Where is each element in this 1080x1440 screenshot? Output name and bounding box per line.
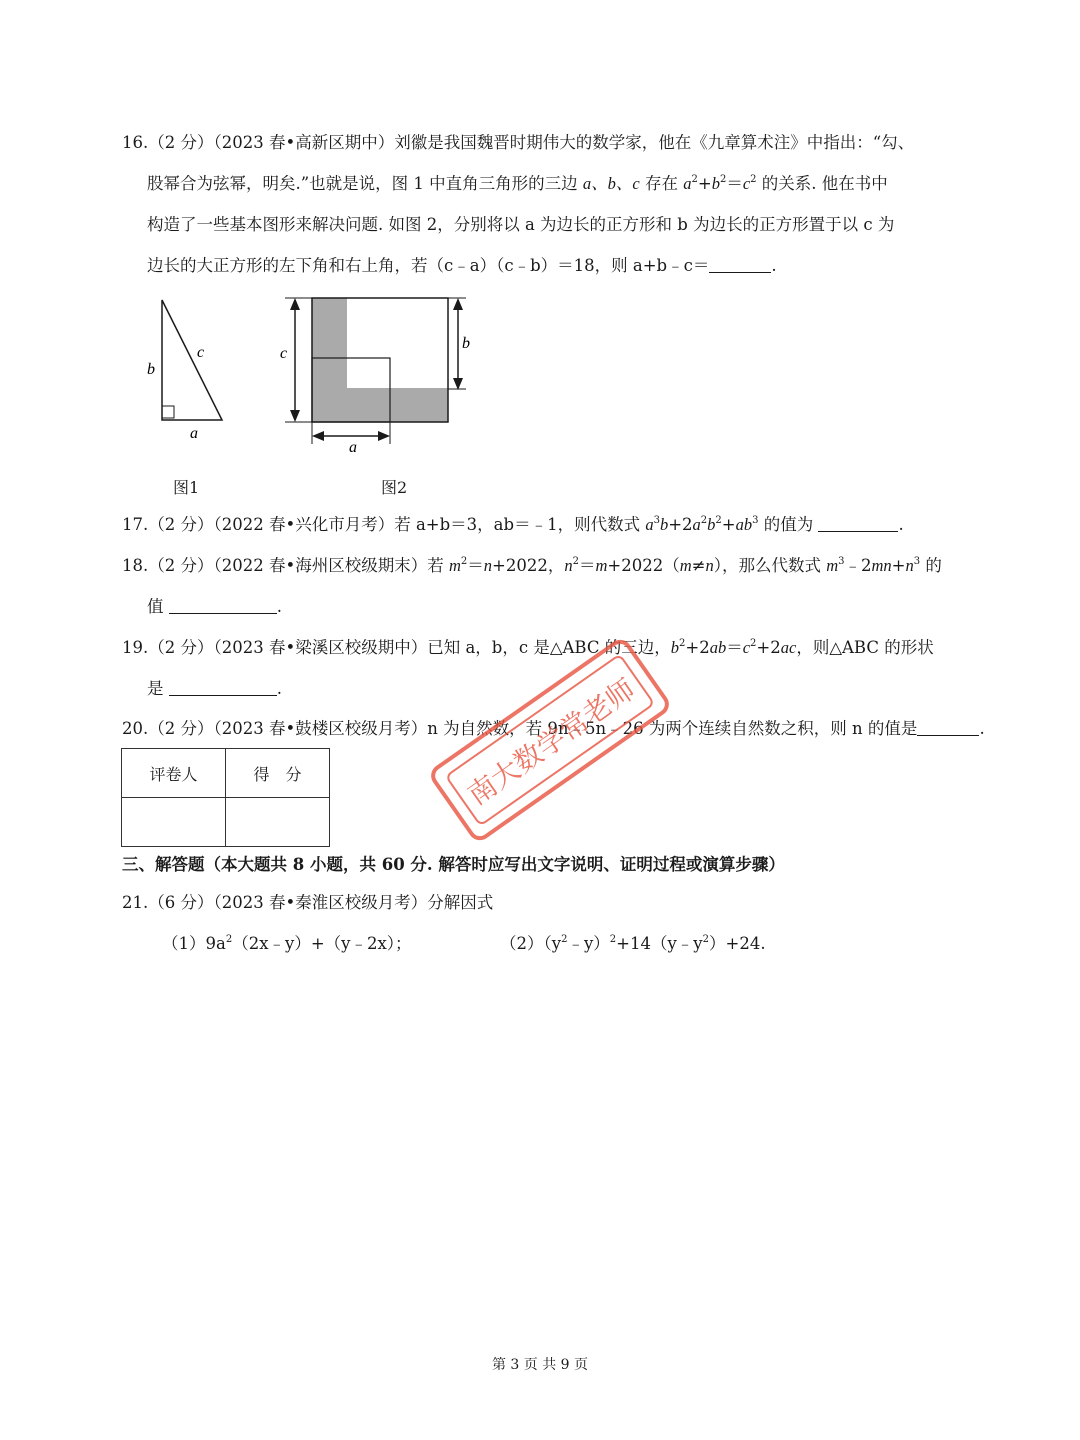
q19-line2: 是 .: [147, 679, 282, 698]
q16-line4: 边长的大正方形的左下角和右上角，若（c﹣a）（c﹣b）＝18，则 a+b﹣c＝ .: [147, 256, 777, 275]
stamp-text: 南大数学常老师: [461, 672, 642, 812]
answer-blank: [709, 257, 771, 273]
figure-2-caption: 图2: [381, 478, 408, 497]
page-footer: 第 3 页 共 9 页: [491, 1357, 589, 1373]
q21-part1: $(1)9a^2(2x﹣y)+(y﹣2x)$；: [162, 934, 412, 953]
q16-line1: 16.（2 分）（2023 春•高新区期中）刘徽是我国魏晋时期伟大的数学家，他在《九章算术注》中指出：“勾、: [122, 133, 915, 152]
q21-title: 21.（6 分）（2023 春•秦淮区校级月考）分解因式: [122, 893, 494, 912]
score-table-grader-cell[interactable]: [122, 798, 226, 847]
q19-line1: 19.（2 分）（2023 春•梁溪区校级期中）已知 a，b，c 是△ABC 的三边，$b^2+2ab=c^2+2ac$，则△ABC 的形状: [122, 638, 934, 657]
q16-line3: 构造了一些基本图形来解决问题. 如图 2，分别将以 a 为边长的正方形和 b 为边长的正方形置于以 c 为: [147, 215, 895, 234]
fig2-label-c: c: [280, 345, 288, 362]
score-table-score-cell[interactable]: [226, 798, 330, 847]
q18-line2: 值 .: [147, 597, 282, 616]
q20-line: 20.（2 分）（2023 春•鼓楼区校级月考）n 为自然数，若 9n﹣5n﹣26 为两个连续自然数之积，则 n 的值是 .: [122, 719, 985, 738]
watermark-stamp: [420, 630, 680, 850]
q21-part2: $(2)(y^2﹣y)^2+14(y﹣y^2)+24$.: [500, 934, 766, 953]
score-table-score-header: 得 分: [226, 749, 330, 798]
fig2-label-a: a: [349, 439, 357, 456]
q16-line2: 股幂合为弦幂，明矣.”也就是说，图 1 中直角三角形的三边 a、b、c 存在 $a^2+b^2=c^2$ 的关系. 他在书中: [147, 174, 888, 193]
fig2-label-b: b: [462, 335, 470, 352]
fig1-label-a: a: [190, 425, 198, 442]
score-table: [121, 748, 330, 847]
answer-blank: [169, 680, 277, 696]
answer-blank: [917, 720, 979, 736]
q18-line1: 18.（2 分）（2022 春•海州区校级期末）若 $m^2=n+2022$，$n^2=m+2022(m\ne n)$，那么代数式 $m^3﹣2mn+n^3$ 的: [122, 556, 942, 575]
figure-2-squares: [270, 290, 490, 460]
answer-blank: [818, 516, 898, 532]
figure-1-triangle: [140, 290, 240, 450]
fig1-label-b: b: [147, 361, 155, 378]
q17-line: 17.（2 分）（2022 春•兴化市月考）若 a+b＝3，ab＝﹣1，则代数式 $a^3b+2a^2b^2+ab^3$ 的值为 .: [122, 515, 904, 534]
answer-blank: [169, 598, 277, 614]
score-table-grader-header: 评卷人: [122, 749, 226, 798]
fig1-label-c: c: [197, 344, 205, 361]
section-heading: 三、解答题（本大题共 8 小题，共 60 分. 解答时应写出文字说明、证明过程或演算步骤）: [122, 855, 785, 874]
figure-1-caption: 图1: [173, 478, 200, 497]
